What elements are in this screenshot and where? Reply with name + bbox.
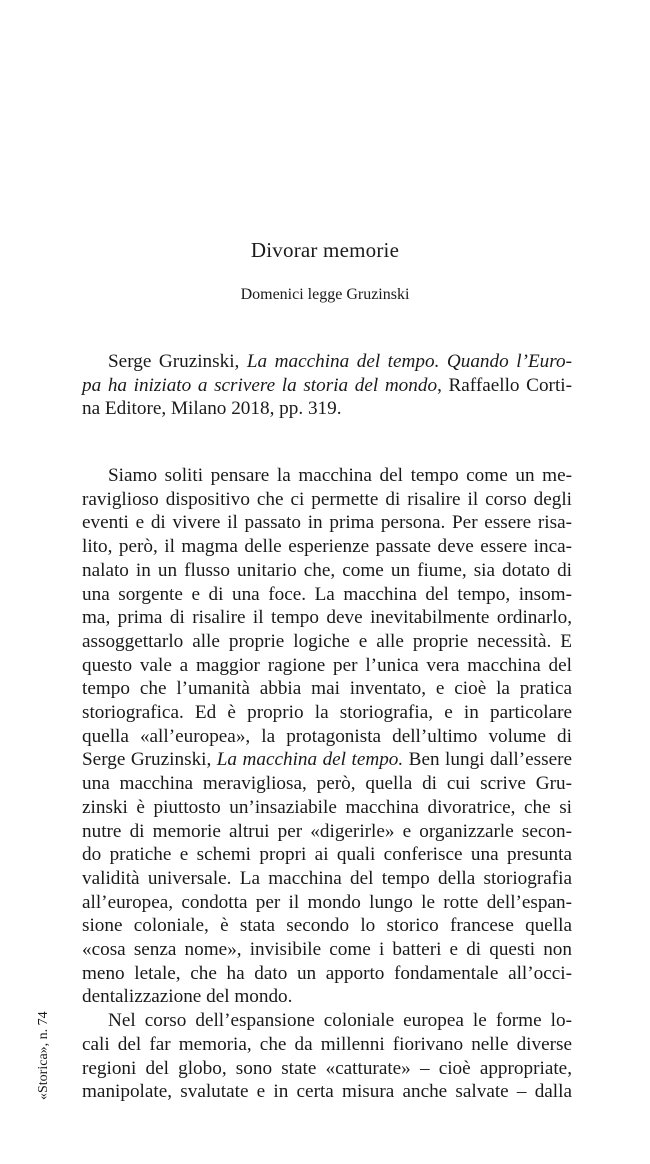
body-line-text: nutre di memorie altrui per «digerirle» e organizzarle secon- (82, 820, 572, 842)
body-line (82, 914, 572, 938)
body-line-text: sione coloniale, è stata secondo lo storico francese quella (82, 915, 572, 937)
body-line (82, 464, 572, 488)
body-line (82, 606, 572, 630)
body-line-text: tempo che l’umanità abbia mai inventato, e cioè la pratica (82, 678, 572, 700)
body-line-text: zinski è piuttosto un’insaziabile macchina divoratrice, che si (82, 796, 572, 818)
article-subtitle: Domenici legge Gruzinski (240, 286, 410, 303)
body-line (82, 1057, 572, 1081)
body-line (82, 583, 572, 607)
article-title: Divorar memorie (250, 238, 400, 262)
body-line (82, 701, 572, 725)
body-line (82, 891, 572, 915)
body-line-text: ma, prima di risalire il tempo deve inevitabilmente ordinarlo, (82, 607, 572, 629)
body-line (82, 677, 572, 701)
body-line (82, 535, 572, 559)
body-line (82, 1080, 572, 1104)
body-line-text: Nel corso dell’espansione coloniale europea le forme lo- (108, 1010, 572, 1032)
journal-label: «Storica», n. 74 (36, 1011, 51, 1100)
journal-sidebar (36, 990, 56, 1100)
body-line-text: «cosa senza nome», invisibile come i batteri e di questi non (82, 939, 572, 961)
body-line (82, 654, 572, 678)
body-line-text: storiografica. Ed è proprio la storiografia, e in particolare (82, 702, 572, 724)
citation-line-1 (82, 350, 572, 374)
body-line (82, 488, 572, 512)
body-line-text: cali del far memoria, che da millenni fiorivano nelle diverse (82, 1033, 572, 1055)
body-line-text: una macchina meravigliosa, però, quella di cui scrive Gru- (82, 773, 572, 795)
body-line-text: validità universale. La macchina del tempo della storiografia (82, 867, 572, 889)
citation-line-2 (82, 374, 572, 398)
body-line-text: quella «all’europea», la protagonista dell’ultimo volume di (82, 725, 572, 747)
body-line-text: questo vale a maggior ragione per l’unica vera macchina del (82, 654, 572, 676)
body-line (82, 511, 572, 535)
body-line-text: nalato in un flusso unitario che, come un fiume, sia dotato di (82, 559, 572, 581)
body-line (82, 559, 572, 583)
body-line (82, 772, 572, 796)
citation-publisher-part: , Raffaello Corti- (437, 374, 572, 396)
body-line-text: raviglioso dispositivo che ci permette di risalire il corso degli (82, 488, 572, 510)
body-line-text: lito, però, il magma delle esperienze passate deve essere inca- (82, 536, 572, 558)
citation-line-3 (82, 397, 572, 421)
body-line (82, 725, 572, 749)
body-line-text: Ben lungi dall’essere (403, 749, 572, 771)
body-line-text: regioni del globo, sono state «catturate» – cioè appropriate, (82, 1057, 572, 1079)
body-line-text: all’europea, condotta per il mondo lungo le rotte dell’espan- (82, 891, 572, 913)
body-line (82, 867, 572, 891)
body-line (82, 843, 572, 867)
body-line-text: do pratiche e schemi propri ai quali conferisce una presunta (82, 844, 572, 866)
citation-title-part: pa ha iniziato a scrivere la storia del mondo (82, 374, 438, 396)
body-line (82, 820, 572, 844)
citation-publisher-part: na Editore, Milano 2018, pp. 319. (82, 398, 342, 420)
body-line-text: manipolate, svalutate e in certa misura anche salvate – dalla (82, 1081, 572, 1103)
body-line (82, 630, 572, 654)
body-line-text: Siamo soliti pensare la macchina del tempo come un me- (108, 465, 572, 486)
body-line-text: dentalizzazione del mondo. (82, 986, 293, 1008)
body-line (82, 796, 572, 820)
body-line (82, 938, 572, 962)
body-line (82, 962, 572, 986)
body-line-text: meno letale, che ha dato un apporto fondamentale all’occi- (82, 962, 572, 984)
citation-title-part: La macchina del tempo. Quando l’Euro- (246, 351, 572, 372)
body-text (82, 464, 572, 1104)
book-title-italic: La macchina del tempo. (216, 749, 404, 771)
body-line (82, 1009, 572, 1033)
book-citation (82, 350, 572, 421)
body-line (82, 1033, 572, 1057)
body-line-text: una sorgente e di una foce. La macchina del tempo, insom- (82, 583, 572, 605)
citation-author: Serge Gruzinski, (108, 351, 247, 372)
body-line (82, 985, 572, 1009)
body-line-text: eventi e di vivere il passato in prima persona. Per essere risa- (82, 512, 572, 534)
body-line-text: assoggettarlo alle proprie logiche e alle proprie necessità. E (82, 630, 572, 652)
body-line (82, 748, 572, 772)
body-line-text: Serge Gruzinski, (82, 749, 217, 771)
